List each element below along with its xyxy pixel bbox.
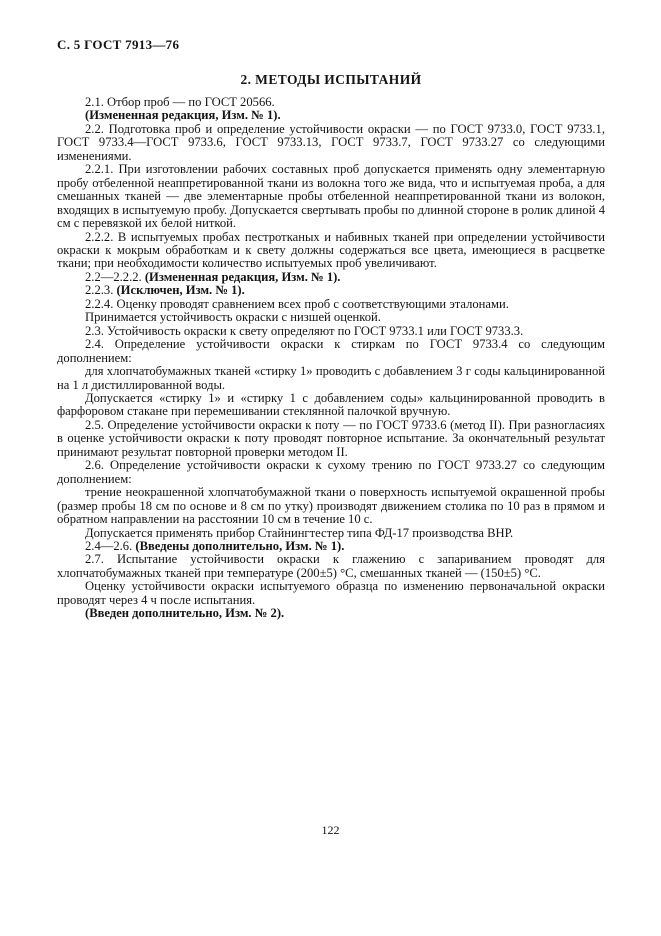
paragraph bbox=[57, 607, 605, 620]
paragraph bbox=[57, 109, 605, 122]
text-run: Оценку устойчивости окраски испытуемого образца по изменению первоначальной окраски проводят через 4 ч после испытания. bbox=[57, 579, 605, 607]
bold-text-run: (Введен дополнительно, Изм. № 2). bbox=[85, 606, 285, 621]
text-run: 2.7. Испытание устойчивости окраски к глажению с запариванием проводят для хлопчатобумажных тканей при температуре (200±5) °С, смешанных тканей — (150±5) °С. bbox=[57, 552, 605, 580]
bold-text-run: (Измененная редакция, Изм. № 1). bbox=[85, 108, 281, 123]
text-run: 2.2.3. bbox=[85, 283, 117, 298]
text-run: 2.2. Подготовка проб и определение устойчивости окраски — по ГОСТ 9733.0, ГОСТ 9733.1, ГОСТ 9733.4—ГОСТ 9733.6, ГОСТ 9733.13, ГОСТ 9733.7, ГОСТ 9733.27 со следующими изменениями. bbox=[57, 121, 605, 163]
paragraph bbox=[57, 284, 605, 297]
page-number: 122 bbox=[321, 823, 340, 837]
section-heading: 2. МЕТОДЫ ИСПЫТАНИЙ bbox=[240, 72, 422, 87]
paragraph bbox=[57, 365, 605, 392]
text-run: 2.6. Определение устойчивости окраски к сухому трению по ГОСТ 9733.27 со следующим дополнением: bbox=[57, 458, 605, 486]
paragraph bbox=[57, 123, 605, 163]
bold-text-run: (Измененная редакция, Изм. № 1). bbox=[144, 269, 341, 284]
paragraph bbox=[57, 419, 605, 459]
text-run: 2.2.4. Оценку проводят сравнением всех проб с соответствующими эталонами. bbox=[85, 296, 509, 311]
text-run: 2.2—2.2.2. bbox=[85, 269, 145, 284]
paragraph bbox=[57, 325, 605, 338]
text-run: 2.4—2.6. bbox=[85, 538, 136, 553]
paragraph bbox=[57, 553, 605, 580]
paragraph bbox=[57, 540, 605, 553]
running-header: С. 5 ГОСТ 7913—76 bbox=[57, 37, 180, 52]
text-run: для хлопчатобумажных тканей «стирку 1» проводить с добавлением 3 г соды кальцинированной на 1 л дистиллированной воды. bbox=[57, 364, 605, 392]
paragraph bbox=[57, 486, 605, 526]
bold-text-run: (Введены дополнительно, Изм. № 1). bbox=[135, 538, 345, 553]
paragraph bbox=[57, 580, 605, 607]
paragraph bbox=[57, 271, 605, 284]
text-run: 2.4. Определение устойчивости окраски к стиркам по ГОСТ 9733.4 со следующим дополнением: bbox=[57, 337, 605, 365]
paragraph bbox=[57, 163, 605, 230]
text-run: 2.5. Определение устойчивости окраски к поту — по ГОСТ 9733.6 (метод II). При разногласиях в оценке устойчивости окраски к поту проводят повторное испытание. За окончательный результат принимают результат повторной проверки методом II. bbox=[57, 417, 605, 459]
paragraph bbox=[57, 459, 605, 486]
bold-text-run: (Исключен, Изм. № 1). bbox=[116, 283, 245, 298]
text-run: 2.1. Отбор проб — по ГОСТ 20566. bbox=[85, 95, 275, 109]
text-run: 2.2.2. В испытуемых пробах пестротканых и набивных тканей при определении устойчивости окраски к мокрым обработкам и к свету должны содержаться все цвета, имеющиеся в расцветке ткани; при необходимости количество испытуемых проб увеличивают. bbox=[57, 229, 605, 271]
paragraph bbox=[57, 298, 605, 311]
text-run: Принимается устойчивость окраски с низшей оценкой. bbox=[85, 310, 381, 325]
text-run: 2.2.1. При изготовлении рабочих составных проб допускается применять одну элементарную пробу отбеленной неаппретированной ткани из волокна того же вида, что и испытуемая проба, а для смешанных тканей — две элементарные пробы отбеленной неаппретированной ткани из волокон, входящих в испытуемую пробу. Допускается свертывать пробы по длинной стороне в ролик длиной 4 см с перевязкой их белой ниткой. bbox=[57, 162, 605, 231]
text-run: Допускается «стирку 1» и «стирку 1 с добавлением соды» кальцинированной проводить в фарфоровом стакане при перемешивании стеклянной палочкой вручную. bbox=[57, 390, 605, 419]
text-run: Допускается применять прибор Стайнингтестер типа ФД-17 производства ВНР. bbox=[85, 525, 514, 540]
text-run: трение неокрашенной хлопчатобумажной ткани о поверхность испытуемой окрашенной пробы (размер пробы 18 см по основе и 8 см по утку) производят движением столика по 10 раз в прямом и обратном направлении на расстоянии 10 см в течение 10 с. bbox=[57, 485, 605, 527]
paragraph bbox=[57, 527, 605, 540]
paragraph bbox=[57, 311, 605, 324]
paragraph bbox=[57, 392, 605, 419]
paragraph bbox=[57, 96, 605, 109]
paragraph bbox=[57, 338, 605, 365]
paragraph bbox=[57, 231, 605, 271]
text-run: 2.3. Устойчивость окраски к свету определяют по ГОСТ 9733.1 или ГОСТ 9733.3. bbox=[85, 323, 524, 338]
document-body bbox=[57, 96, 605, 621]
